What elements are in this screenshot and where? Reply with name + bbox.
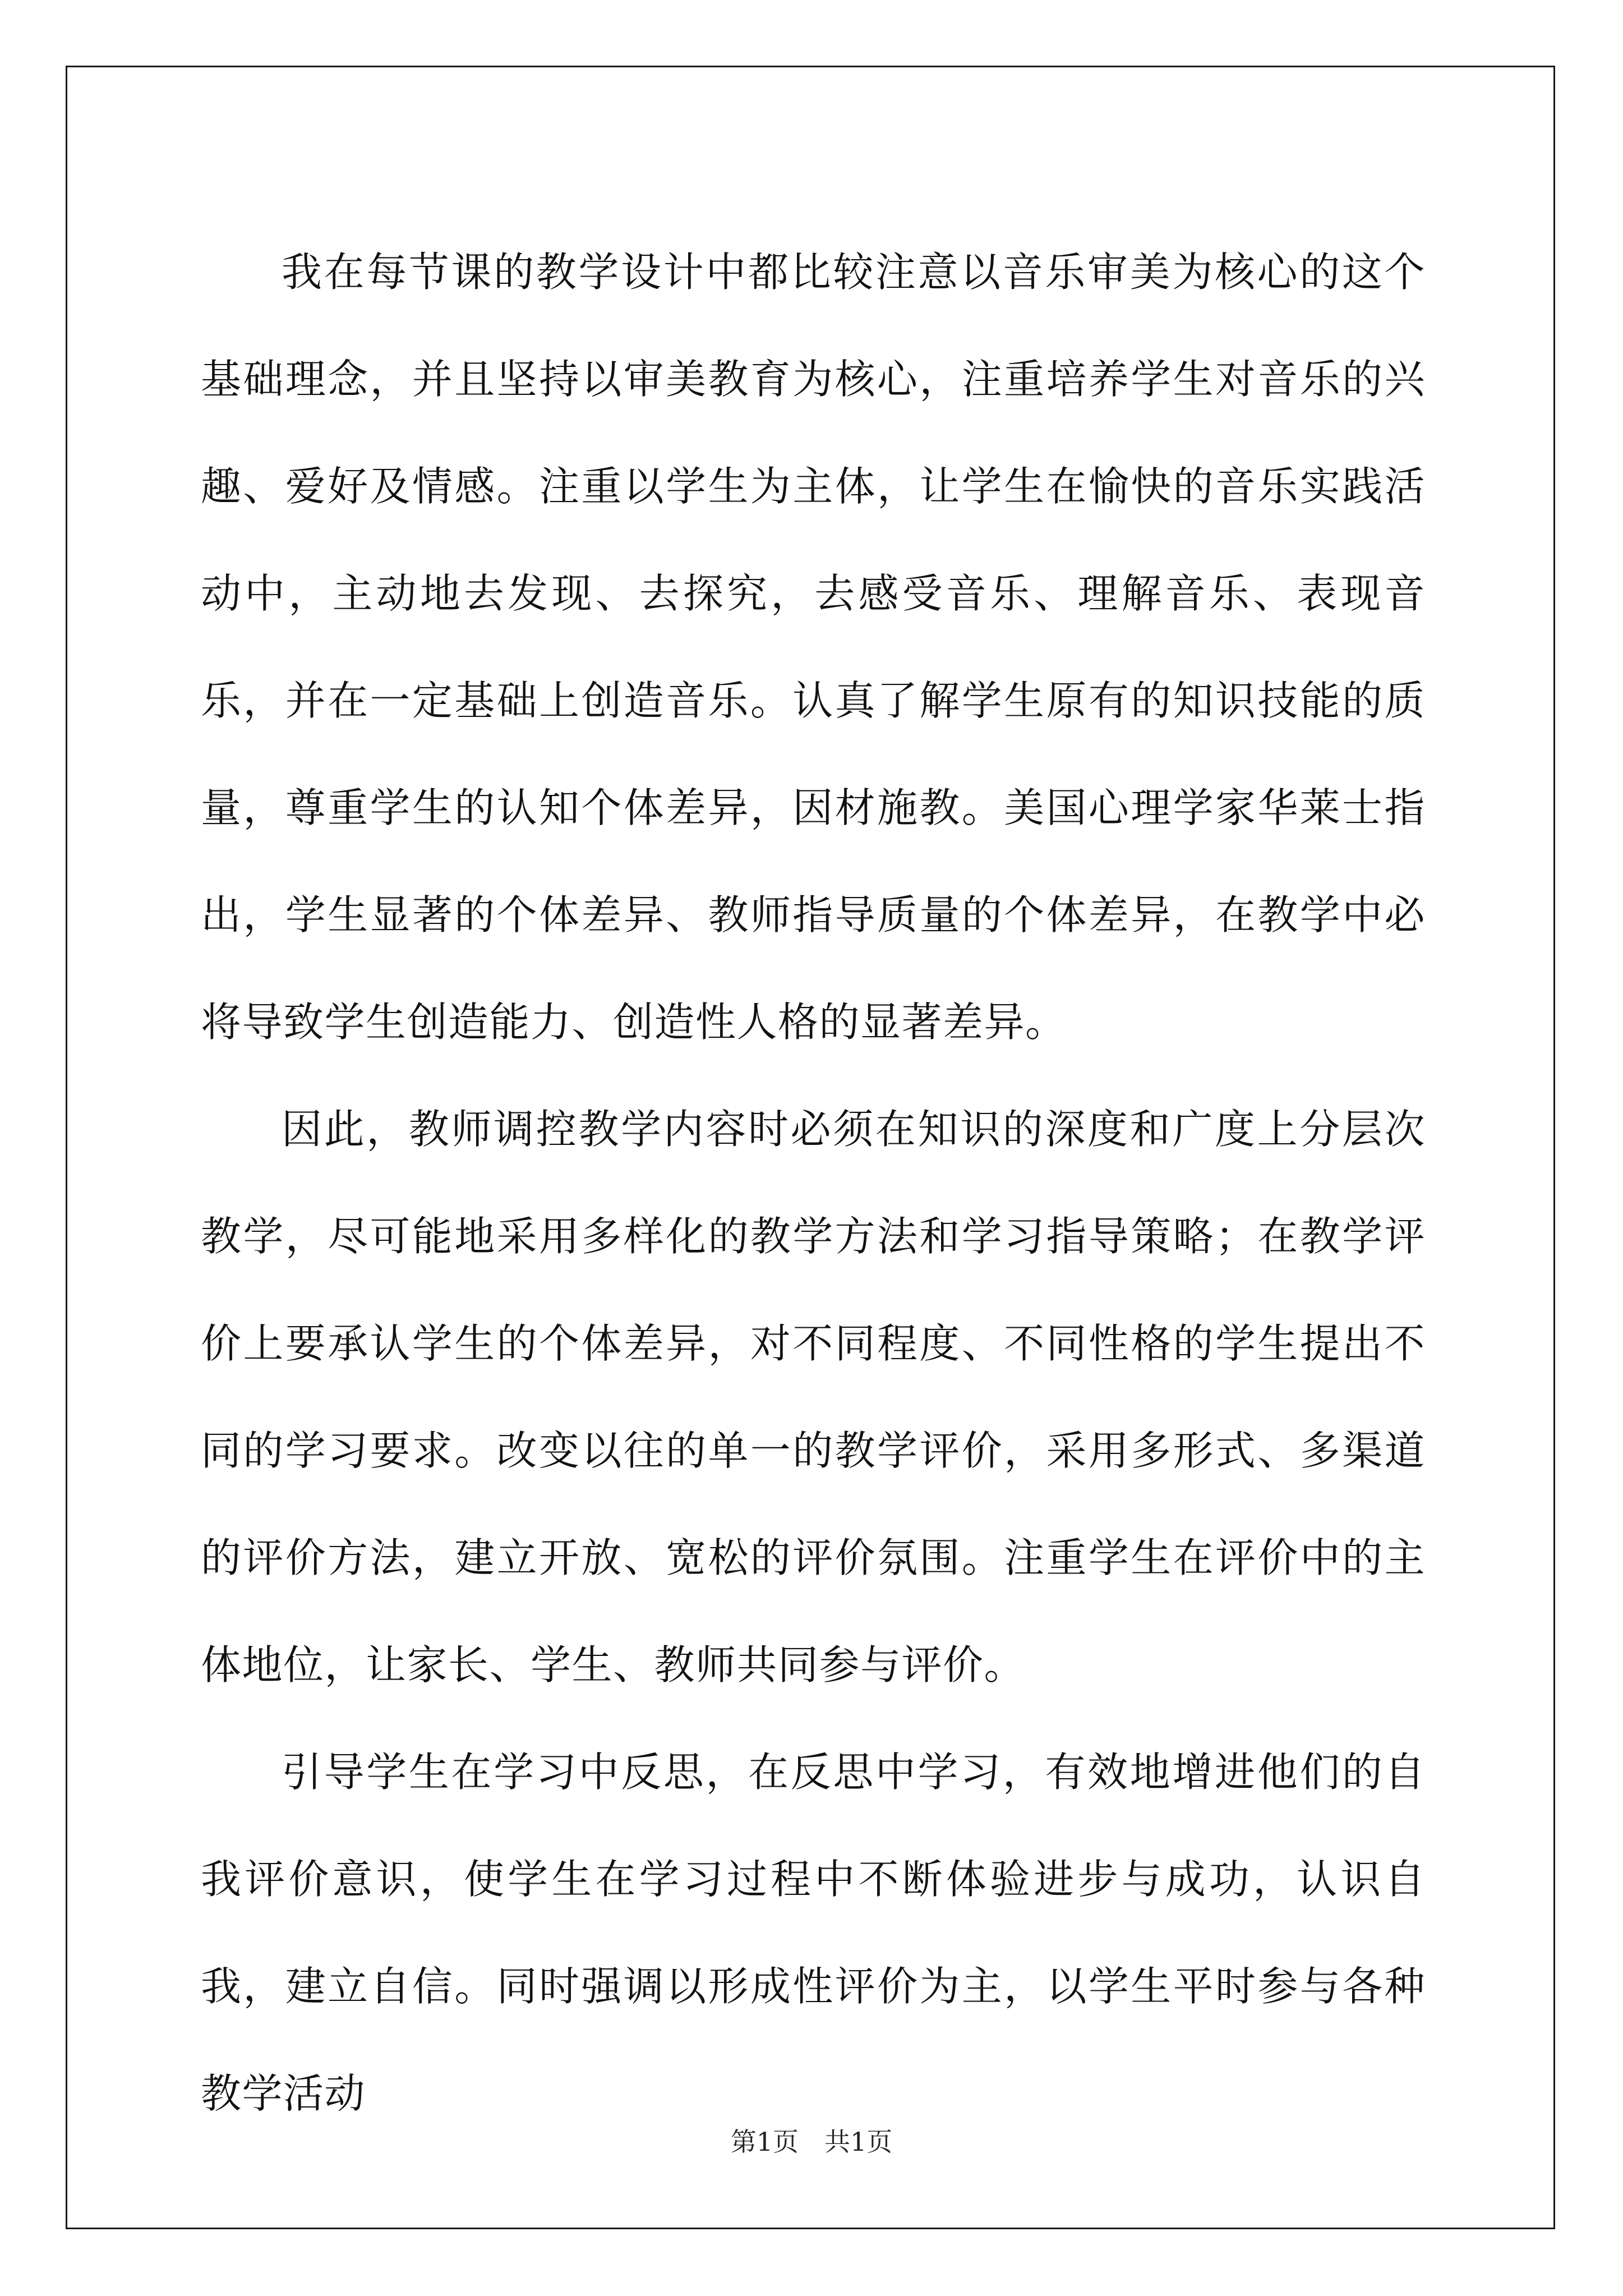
paragraph-2: 因此，教师调控教学内容时必须在知识的深度和广度上分层次教学，尽可能地采用多样化的教学方法和学习指导策略；在教学评价上要承认学生的个体差异，对不同程度、不同性格的学生提出不同的学习要求。改变以往的单一的教学评价，采用多形式、多渠道的评价方法，建立开放、宽松的评价氛围。注重学生在评价中的主体地位，让家长、学生、教师共同参与评价。 [201,1106,1426,1688]
document-body [201,219,1426,2147]
paragraph-1: 我在每节课的教学设计中都比较注意以音乐审美为核心的这个基础理念，并且坚持以审美教育为核心，注重培养学生对音乐的兴趣、爱好及情感。注重以学生为主体，让学生在愉快的音乐实践活动中，主动地去发现、去探究，去感受音乐、理解音乐、表现音乐，并在一定基础上创造音乐。认真了解学生原有的知识技能的质量，尊重学生的认知个体差异，因材施教。美国心理学家华莱士指出，学生显著的个体差异、教师指导质量的个体差异，在教学中必将导致学生创造能力、创造性人格的显著差异。 [201,249,1426,1046]
paragraph-3: 引导学生在学习中反思，在反思中学习，有效地增进他们的自我评价意识，使学生在学习过程中不断体验进步与成功，认识自我，建立自信。同时强调以形成性评价为主，以学生平时参与各种教学活动 [201,1749,1426,2117]
page-footer: 第1页 共1页 [730,2127,893,2157]
